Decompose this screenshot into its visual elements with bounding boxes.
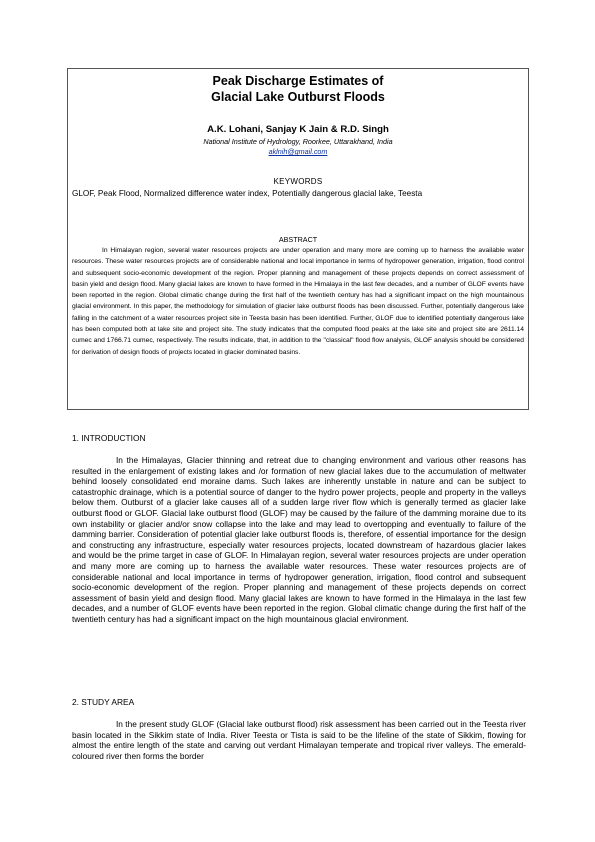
abstract-heading: ABSTRACT (278, 235, 318, 244)
study-area-text: In the present study GLOF (Glacial lake outburst flood) risk assessment has been carried out in the Teesta river basin located in the Sikkim state of India. River Teesta or Tista is said to be the lifeline of the state of Sikkim, flowing for almost the entire length of the state and carving out verdant Himalayan temperate and tropical river valleys. The emerald-coloured river then forms the border (72, 719, 526, 761)
study-area-heading: 2. STUDY AREA (72, 697, 135, 707)
introduction-heading: 1. INTRODUCTION (72, 433, 146, 443)
author-affiliation: National Institute of Hydrology, Roorkee, Uttarakhand, India (203, 137, 393, 146)
paper-title (68, 73, 528, 105)
keywords-box (67, 164, 529, 230)
abstract-text: In Himalayan region, several water resources projects are under operation and many more are coming up to harness the available water resources. These water resources projects are of considerable national and local importance in terms of hydropower generation, irrigation, flood control and subsequent socio-economic development of the region. Proper planning and management of these projects depends on correct assessment of basin yield and design flood. Many glacial lakes are known to have formed in the Himalaya in the last few decades, and a number of GLOF events have been reported in the region. Global climatic change during the first half of the twentieth century has had a significant impact on the high mountainous glacial environment. In this paper, the methodology for simulation of glacier lake outburst floods has been discussed. Further, potentially dangerous lake falling in the catchment of a water resources project site in Teesta basin has been identified. Further, GLOF due to identified potentially dangerous lake has been computed both at lake site and project site. The study indicates that the computed flood peaks at the lake site and project site are 2611.14 cumec and 1766.71 cumec, respectively. The results indicate, that, in addition to the "classical" flood flow analysis, GLOF analysis should be considered for derivation of design floods of projects located in glacier dominated basins. (72, 247, 524, 356)
study-area-section (72, 697, 526, 761)
title-line-2: Glacial Lake Outburst Floods (211, 90, 385, 104)
author-names: A.K. Lohani, Sanjay K Jain & R.D. Singh (207, 124, 389, 135)
author-email-link[interactable]: aklnih@gmail.com (268, 147, 328, 156)
authors-box (67, 120, 529, 165)
introduction-section (72, 433, 526, 625)
title-line-1: Peak Discharge Estimates of (212, 74, 384, 88)
keywords-heading: KEYWORDS (273, 177, 323, 186)
keywords-text: GLOF, Peak Flood, Normalized difference water index, Potentially dangerous glacial lake, Teesta (72, 189, 423, 198)
abstract-box (67, 229, 529, 410)
introduction-text: In the Himalayas, Glacier thinning and retreat due to changing environment and various other reasons has resulted in the enlargement of existing lakes and /or formation of new glacial lakes due to the accumulation of meltwater behind loosely consolidated end moraine dams. Such lakes are inherently unstable in nature and can be subject to catastrophic drainage, which is a potential source of danger to the hydro power projects, people and property in the valleys below them. Outburst of a glacier lake causes all of a sudden large river flow which is generally termed as glacier lake outburst flood or GLOF. Glacial lake outburst flood (GLOF) may be caused by the failure of the damming moraine due to its own instability or glacier and/or snow collapse into the lake and may lead to overtopping and eventually to failure of the damming barrier. Consideration of potential glacier lake outburst floods is, therefore, of essential importance for the design and constructing any infrastructure, especially water resources projects, located downstream of hazardous glacier lakes and would be the prime target in case of GLOF. In Himalayan region, several water resources projects are under operation and many more are coming up to harness the available water resources. These water resources projects are of considerable national and local importance in terms of hydropower generation, irrigation, flood control and subsequent socio-economic development of the region. Proper planning and management of these projects depends on correct assessment of basin yield and design flood. Many glacial lakes are known to have formed in the Himalaya in the last few decades, and a number of GLOF events have been reported in the region. Global climatic change during the first half of the twentieth century has had a significant impact on the high mountainous glacial environment. (72, 455, 526, 624)
title-box (67, 68, 529, 122)
